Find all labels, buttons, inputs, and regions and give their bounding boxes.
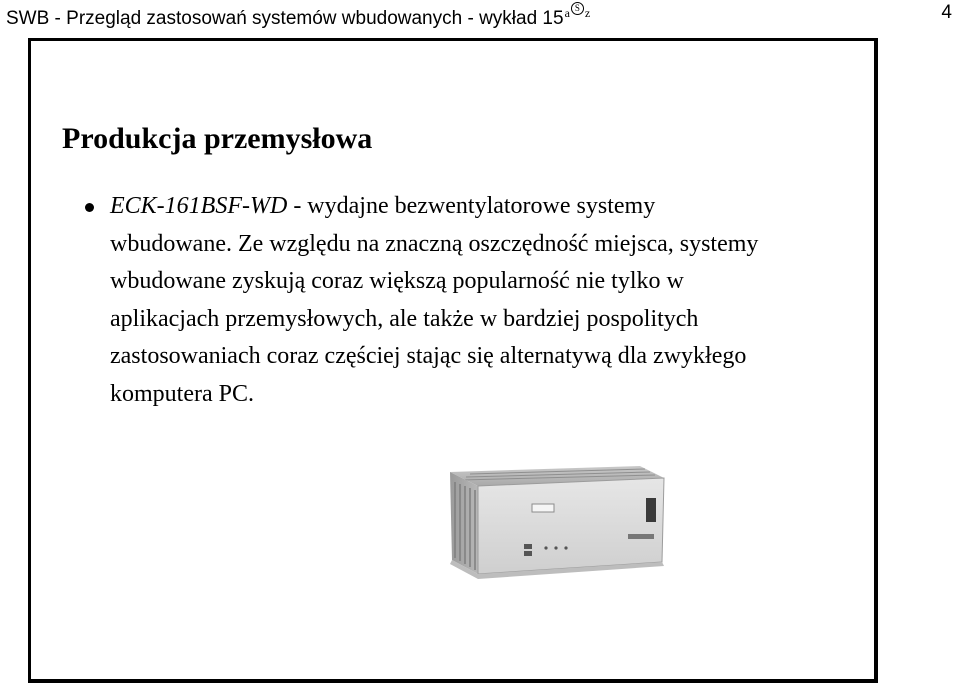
bullet-line-3: wbudowane zyskują coraz większą popularność nie tylko w [110, 268, 684, 294]
bullet-line-4: aplikacjach przemysłowych, ale także w bardziej pospolitych [110, 305, 699, 332]
bullet-line-1 [110, 188, 870, 226]
model-name: ECK-161BSF-WD [110, 193, 288, 219]
bullet-line-1-rest: - wydajne bezwentylatorowe systemy [287, 193, 656, 219]
slide-heading: Produkcja przemysłowa [62, 122, 373, 155]
header-title-text: SWB - Przegląd zastosowań systemów wbudowanych - wykład 15 [6, 8, 564, 29]
bullet-line-5: zastosowaniach coraz częściej stając się alternatywą dla zwykłego [110, 343, 747, 369]
circled-s-mark: S [571, 2, 584, 15]
page-number: 4 [941, 2, 952, 23]
bullet-dot [85, 203, 94, 212]
document-header-title [6, 2, 590, 30]
superscript-z: z [584, 6, 591, 20]
bullet-line-2: wbudowane. Ze względu na znaczną oszczędność miejsca, systemy [110, 230, 759, 257]
bullet-line-6: komputera PC. [110, 380, 254, 407]
embedded-pc-box-icon [440, 462, 672, 580]
bullet-paragraph [110, 188, 870, 413]
header-superscript [564, 3, 591, 20]
superscript-a: a [564, 6, 570, 20]
